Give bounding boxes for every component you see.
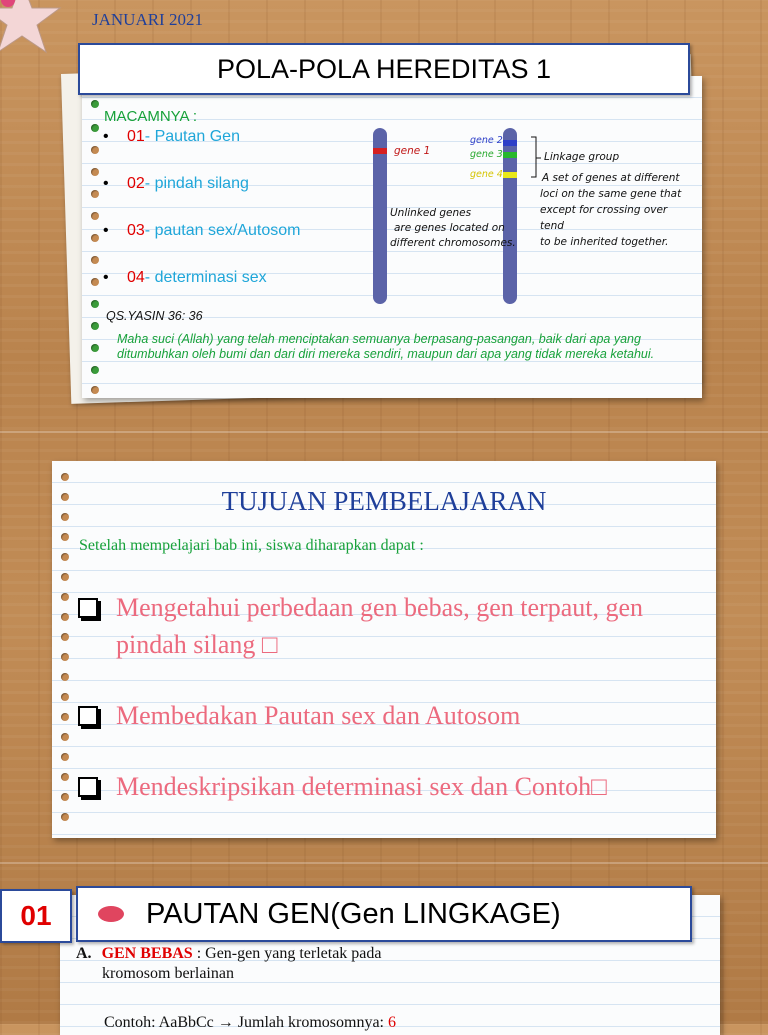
gene2-label: gene 2 <box>470 135 503 146</box>
list-item: • 02- pindah silang <box>103 175 249 192</box>
types-list <box>103 128 300 316</box>
checkbox-icon <box>78 777 98 797</box>
gen-bebas-item: A. GEN BEBAS : Gen-gen yang terletak pada kromosom berlainan <box>76 945 382 982</box>
example-line: Contoh: AaBbCc → Jumlah kromosomnya: 6 <box>104 1014 396 1031</box>
list-item: • 01- Pautan Gen <box>103 128 240 145</box>
objective-item: Mendeskripsikan determinasi sex dan Contoh□ <box>78 768 698 805</box>
slide-divider <box>0 431 768 433</box>
linkage-group-label: Linkage group <box>544 151 620 163</box>
checkbox-icon <box>78 706 98 726</box>
objective-item: Membedakan Pautan sex dan Autosom <box>78 697 698 734</box>
linkage-desc: A set of genes at different loci on the same gene that except for crossing over tend to be inherited together. <box>540 172 682 248</box>
list-item: • 03- pautan sex/Autosom <box>103 222 301 239</box>
gene4-label: gene 4 <box>470 169 503 180</box>
verse-reference: QS.YASIN 36: 36 <box>106 309 203 323</box>
section-number: 01 <box>0 889 72 943</box>
objective-item: Mengetahui perbedaan gen bebas, gen terpaut, gen pindah silang □ <box>78 589 698 663</box>
slide-divider <box>0 862 768 864</box>
checkbox-icon <box>78 598 98 618</box>
chromosome-diagram <box>360 122 690 312</box>
list-heading: MACAMNYA : <box>104 108 198 125</box>
slide-title: POLA-POLA HEREDITAS 1 <box>78 43 690 95</box>
slide-title: PAUTAN GEN(Gen LINGKAGE) <box>76 886 692 942</box>
intro-text: Setelah mempelajari bab ini, siswa diharapkan dapat : <box>79 537 424 554</box>
gene3-label: gene 3 <box>470 149 503 160</box>
unlinked-text: Unlinked genes are genes located on different chromosomes. <box>390 207 516 249</box>
gene1-label: gene 1 <box>394 145 431 157</box>
verse-text: Maha suci (Allah) yang telah menciptakan semuanya berpasang-pasangan, baik dari apa yang ditumbuhkan oleh bumi dan dari diri mereka sendiri, maupun dari apa yang tidak mereka ketahui. <box>117 332 655 361</box>
binder-holes <box>52 461 76 838</box>
slide-date: JANUARI 2021 <box>92 10 203 29</box>
list-item: • 04- determinasi sex <box>103 269 267 286</box>
slide-title: TUJUAN PEMBELAJARAN <box>221 486 547 516</box>
bullet-dot-icon <box>98 906 124 922</box>
star-decoration-icon <box>0 0 62 58</box>
